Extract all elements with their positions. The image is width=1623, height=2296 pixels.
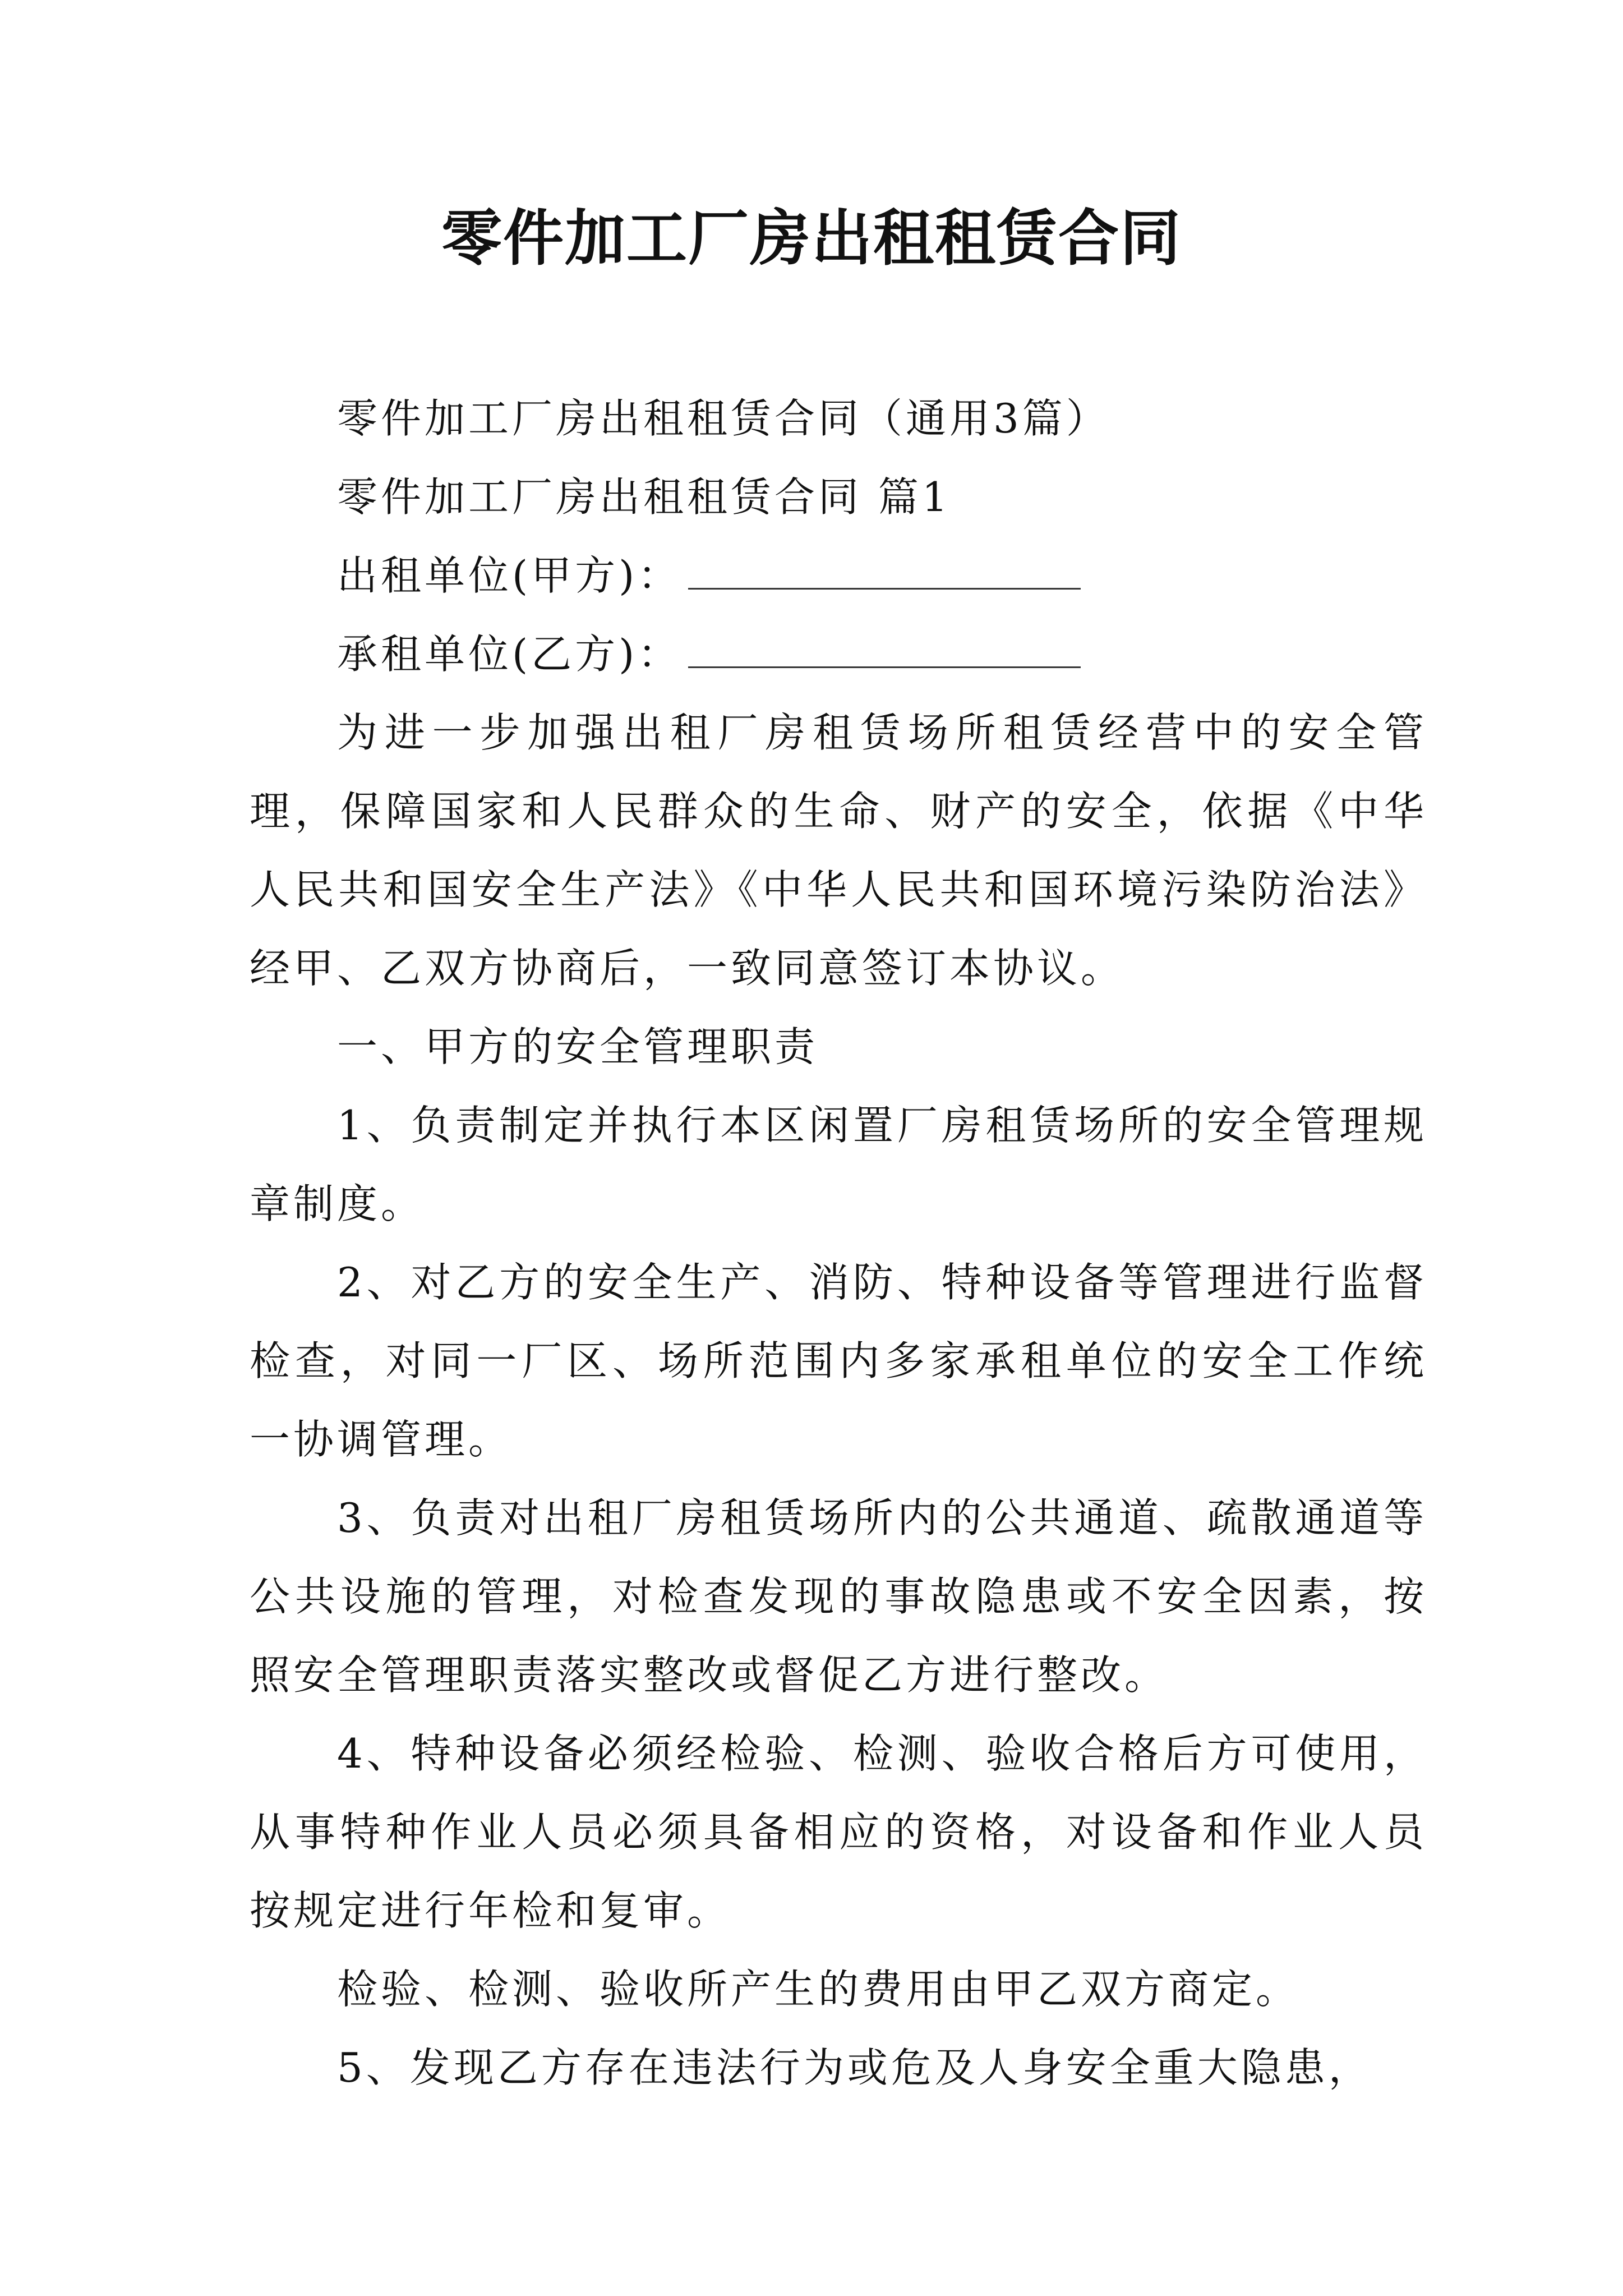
clause-2: 2、对乙方的安全生产、消防、特种设备等管理进行监督检查，对同一厂区、场所范围内多家承租单位的安全工作统一协调管理。 xyxy=(250,1259,1427,1463)
clause-4: 4、特种设备必须经检验、检测、验收合格后方可使用，从事特种作业人员必须具备相应的资格，对设备和作业人员按规定进行年检和复审。 xyxy=(250,1730,1427,1934)
clause-1: 1、负责制定并执行本区闲置厂房租赁场所的安全管理规章制度。 xyxy=(250,1102,1427,1227)
clause-3: 3、负责对出租厂房租赁场所内的公共通道、疏散通道等公共设施的管理，对检查发现的事故隐患或不安全因素，按照安全管理职责落实整改或督促乙方进行整改。 xyxy=(250,1494,1427,1699)
preamble-paragraph: 为进一步加强出租厂房租赁场所租赁经营中的安全管理，保障国家和人民群众的生命、财产的安全，依据《中华人民共和国安全生产法》《中华人民共和国环境污染防治法》经甲、乙双方协商后，一致同意签订本协议。 xyxy=(250,709,1427,992)
document-subtitle: 零件加工厂房出租租赁合同（通用3篇） xyxy=(337,395,1110,442)
clause-4-note: 检验、检测、验收所产生的费用由甲乙双方商定。 xyxy=(337,1966,1300,2013)
article-one-heading: 一、甲方的安全管理职责 xyxy=(337,1023,819,1070)
document-body xyxy=(250,379,1427,2107)
lessee-blank xyxy=(688,627,1081,668)
lessee-line xyxy=(250,615,1427,693)
lessor-line xyxy=(250,536,1427,615)
lessor-label: 出租单位(甲方)： xyxy=(337,552,682,599)
document-title: 零件加工厂房出租租赁合同 xyxy=(441,203,1182,274)
lessor-blank xyxy=(688,549,1081,590)
section-heading: 零件加工厂房出租租赁合同 篇1 xyxy=(337,473,951,521)
lessee-label: 承租单位(乙方)： xyxy=(337,631,682,678)
clause-5: 5、发现乙方存在违法行为或危及人身安全重大隐患， xyxy=(337,2044,1372,2091)
